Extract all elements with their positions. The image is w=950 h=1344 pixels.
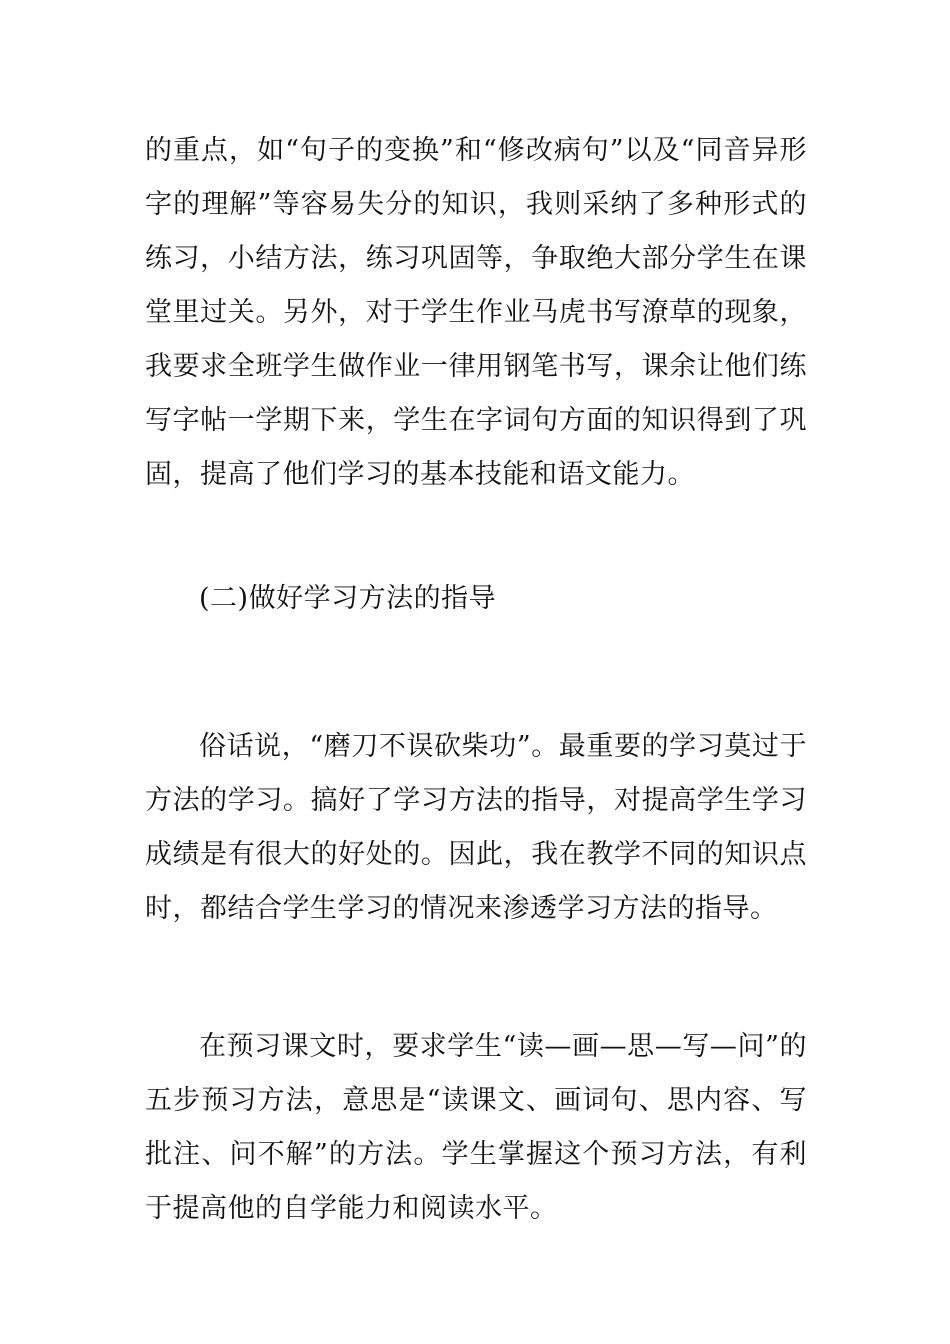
paragraph-body-continued: 的重点，如“句子的变换”和“修改病句”以及“同音异形字的理解”等容易失分的知识，我则采纳了多种形式的练习，小结方法，练习巩固等，争取绝大部分学生在课堂里过关。另外，对于学生作业马虎书写潦草的现象，我要求全班学生做作业一律用钢笔书写，课余让他们练写字帖一学期下来，学生在字词句方面的知识得到了巩固，提高了他们学习的基本技能和语文能力。 bbox=[145, 135, 807, 490]
section-heading: (二)做好学习方法的指导 bbox=[199, 583, 497, 614]
paragraph-preview-method: 在预习课文时，要求学生“读—画—思—写—问”的五步预习方法，意思是“读课文、画词句、思内容、写批注、问不解”的方法。学生掌握这个预习方法，有利于提高他的自学能力和阅读水平。 bbox=[145, 1031, 807, 1224]
paragraph-study-method: 俗话说，“磨刀不误砍柴功”。最重要的学习莫过于方法的学习。搞好了学习方法的指导，对提高学生学习成绩是有很大的好处的。因此，我在教学不同的知识点时，都结合学生学习的情况来渗透学习方法的指导。 bbox=[145, 731, 807, 924]
